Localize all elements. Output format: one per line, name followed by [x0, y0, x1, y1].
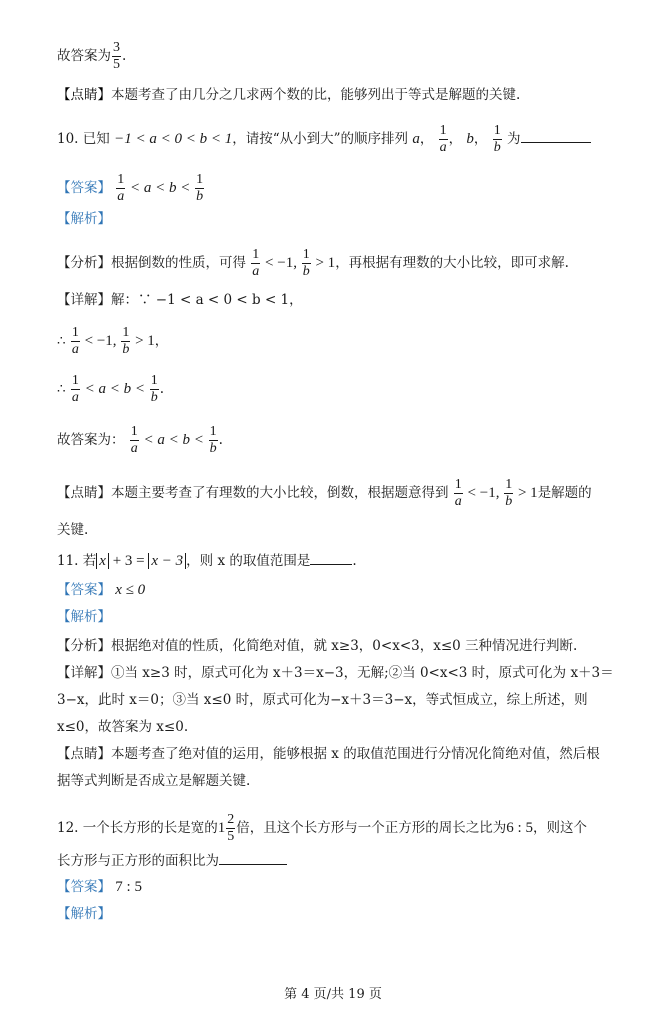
- fraction-1-over-a: $\frac{1}{a}$: [117, 172, 125, 204]
- q11-xiangjie-1: [57, 663, 614, 683]
- fraction-denominator: 5: [113, 57, 120, 72]
- answer-tag: 【答案】: [57, 180, 111, 196]
- xiangjie-text: 3−x，此时 x＝0；③当 x≤0 时，原式可化为−x＋3＝3−x，等式恒成立，综上所述，则: [57, 692, 588, 708]
- page-footer: 第 4 页/共 19 页: [284, 987, 382, 1002]
- xiangjie-text: x≤0，故答案为 x≤0.: [57, 719, 189, 735]
- fenxi-tag: 【分析】: [57, 255, 111, 271]
- final-answer-prefix: 故答案为：: [57, 432, 125, 448]
- q12-question-cont: [57, 850, 287, 871]
- fraction-1-over-b: $\frac{1}{b}$: [505, 477, 513, 509]
- fenxi-text: ，再根据有理数的大小比较，即可求解.: [335, 255, 569, 271]
- question-number: 12.: [57, 820, 79, 836]
- q11-answer: [57, 580, 145, 600]
- q11-fenxi: [57, 636, 577, 656]
- abs-x: x: [96, 553, 109, 569]
- fraction-1-over-b: $\frac{1}{b}$: [493, 123, 501, 155]
- analysis-tag: 【解析】: [57, 906, 111, 922]
- math-var-a: a: [412, 131, 420, 147]
- q10-question: 10. 已知 −1 < a < 0 < b < 1，请按“从小到大”的顺序排列 a， $\frac{1}{a}$ ， b， $\frac{1}{b}$ 为: [57, 123, 591, 156]
- q11-comment-1: [57, 744, 600, 764]
- comment-text: 是解题的: [537, 485, 592, 501]
- prev-answer-fraction: [112, 40, 121, 73]
- q12-answer: [57, 877, 142, 897]
- answer-value: x ≤ 0: [115, 582, 146, 598]
- comment-text: 本题主要考查了有理数的大小比较，倒数，根据题意得到: [111, 485, 449, 501]
- prev-comment-line: [57, 85, 520, 105]
- fraction-1-over-a: $\frac{1}{a}$: [130, 424, 138, 456]
- fraction-1-over-a: $\frac{1}{a}$: [252, 247, 260, 279]
- fraction-1-over-b: $\frac{1}{b}$: [150, 373, 158, 405]
- answer-tag: 【答案】: [57, 879, 111, 895]
- prev-answer-prefix: 故答案为: [57, 48, 111, 64]
- q10-step2: ∴ $\frac{1}{a}$ < −1, $\frac{1}{b}$ > 1，: [57, 325, 169, 357]
- fraction-1-over-a: $\frac{1}{a}$: [454, 477, 462, 509]
- mixed-number-whole: 1: [217, 820, 226, 836]
- fraction-1-over-a: $\frac{1}{a}$: [71, 373, 79, 405]
- fraction-1-over-b: $\frac{1}{b}$: [302, 247, 310, 279]
- fraction-numerator: 3: [113, 40, 120, 55]
- question-text: ，则 x 的取值范围是: [186, 553, 311, 569]
- comment-text: 本题考查了绝对值的运用，能够根据 x 的取值范围进行分情况化简绝对值，然后根: [111, 746, 600, 762]
- fenxi-text: 根据绝对值的性质，化简绝对值，就 x≥3，0<x<3，x≤0 三种情况进行判断.: [111, 638, 578, 654]
- q10-answer: 【答案】 $\frac{1}{a}$ < a < b < $\frac{1}{b}$: [57, 172, 204, 204]
- question-text: ，请按“从小到大”的顺序排列: [232, 131, 409, 147]
- question-text: 已知: [82, 131, 110, 147]
- q10-final: 故答案为： $\frac{1}{a}$ < a < b < $\frac{1}{b}$ .: [57, 424, 223, 456]
- abs-x-minus-3: x − 3: [148, 553, 186, 569]
- q11-comment-2: [57, 771, 250, 791]
- q12-question: [57, 812, 587, 845]
- question-text: ，则这个: [532, 820, 587, 836]
- q10-xiangjie: [57, 290, 303, 310]
- answer-blank[interactable]: [219, 850, 287, 865]
- comment-tag: 【点睛】: [57, 746, 111, 762]
- q11-xiangjie-2: [57, 690, 588, 710]
- q12-analysis-tag: [57, 904, 111, 924]
- fenxi-text: 根据倒数的性质，可得: [111, 255, 246, 271]
- q10-step3: ∴ $\frac{1}{a}$ < a < b < $\frac{1}{b}$ .: [57, 373, 165, 405]
- fraction-denominator: 5: [227, 829, 235, 844]
- therefore-symbol: ∴: [57, 333, 66, 349]
- question-text: 长方形与正方形的面积比为: [57, 853, 219, 869]
- math-condition: −1 < a < 0 < b < 1: [114, 131, 233, 147]
- question-text: 为: [507, 131, 521, 147]
- fraction-1-over-b: $\frac{1}{b}$: [209, 424, 217, 456]
- answer-tag: 【答案】: [57, 582, 111, 598]
- comment-tag: 【点睛】: [57, 485, 111, 501]
- xiangjie-text: ①当 x≥3 时，原式可化为 x＋3＝x−3，无解;②当 0<x<3 时，原式可化为 x＋3＝: [111, 665, 614, 681]
- q11-question: 11. 若 x + 3 = x − 3 ，则 x 的取值范围是 .: [57, 550, 357, 571]
- question-text: 一个长方形的长是宽的: [82, 820, 218, 836]
- analysis-tag: 【解析】: [57, 609, 111, 625]
- fraction-1-over-a: $\frac{1}{a}$: [71, 325, 79, 357]
- prev-answer-line: [57, 40, 126, 73]
- question-text: 若: [82, 553, 97, 569]
- fraction-1-over-b: $\frac{1}{b}$: [122, 325, 130, 357]
- fraction-numerator: 2: [227, 812, 235, 827]
- question-text: 倍，且这个长方形与一个正方形的周长之比为: [236, 820, 507, 836]
- fraction-1-over-a: $\frac{1}{a}$: [439, 123, 447, 155]
- xiangjie-tag: 【详解】: [57, 665, 111, 681]
- ratio-value: 6 : 5: [506, 820, 533, 836]
- q10-fenxi: 【分析】根据倒数的性质，可得 $\frac{1}{a}$ < −1, $\frac{1}{b}$ > 1，再根据有理数的大小比较，即可求解.: [57, 247, 569, 279]
- fenxi-tag: 【分析】: [57, 638, 111, 654]
- xiangjie-tag: 【详解】: [57, 292, 111, 308]
- comment-tag: 【点睛】: [57, 87, 111, 103]
- question-number: 10.: [57, 131, 79, 147]
- answer-value: 7 : 5: [115, 879, 142, 895]
- comment-text: 关键.: [57, 522, 89, 538]
- comment-text: 本题考查了由几分之几求两个数的比，能够列出于等式是解题的关键.: [111, 87, 521, 103]
- math-var-b: b: [466, 131, 474, 147]
- comment-text: 据等式判断是否成立是解题关键.: [57, 773, 251, 789]
- prev-answer-suffix: .: [122, 48, 127, 64]
- xiangjie-text: 解：∵ −1 < a < 0 < b < 1，: [111, 292, 303, 308]
- analysis-tag: 【解析】: [57, 211, 111, 227]
- question-number: 11.: [57, 553, 79, 569]
- mixed-number-fraction: [226, 812, 235, 845]
- q10-analysis-tag: [57, 209, 111, 229]
- answer-blank[interactable]: [310, 550, 352, 565]
- q11-xiangjie-3: [57, 717, 188, 737]
- therefore-symbol: ∴: [57, 381, 66, 397]
- q10-comment: 【点睛】本题主要考查了有理数的大小比较，倒数，根据题意得到 $\frac{1}{a}$ < −1, $\frac{1}{b}$ > 1是解题的: [57, 477, 592, 509]
- fraction-1-over-b: $\frac{1}{b}$: [196, 172, 204, 204]
- q11-analysis-tag: [57, 607, 111, 627]
- q10-comment-cont: [57, 520, 88, 540]
- answer-blank[interactable]: [521, 128, 591, 143]
